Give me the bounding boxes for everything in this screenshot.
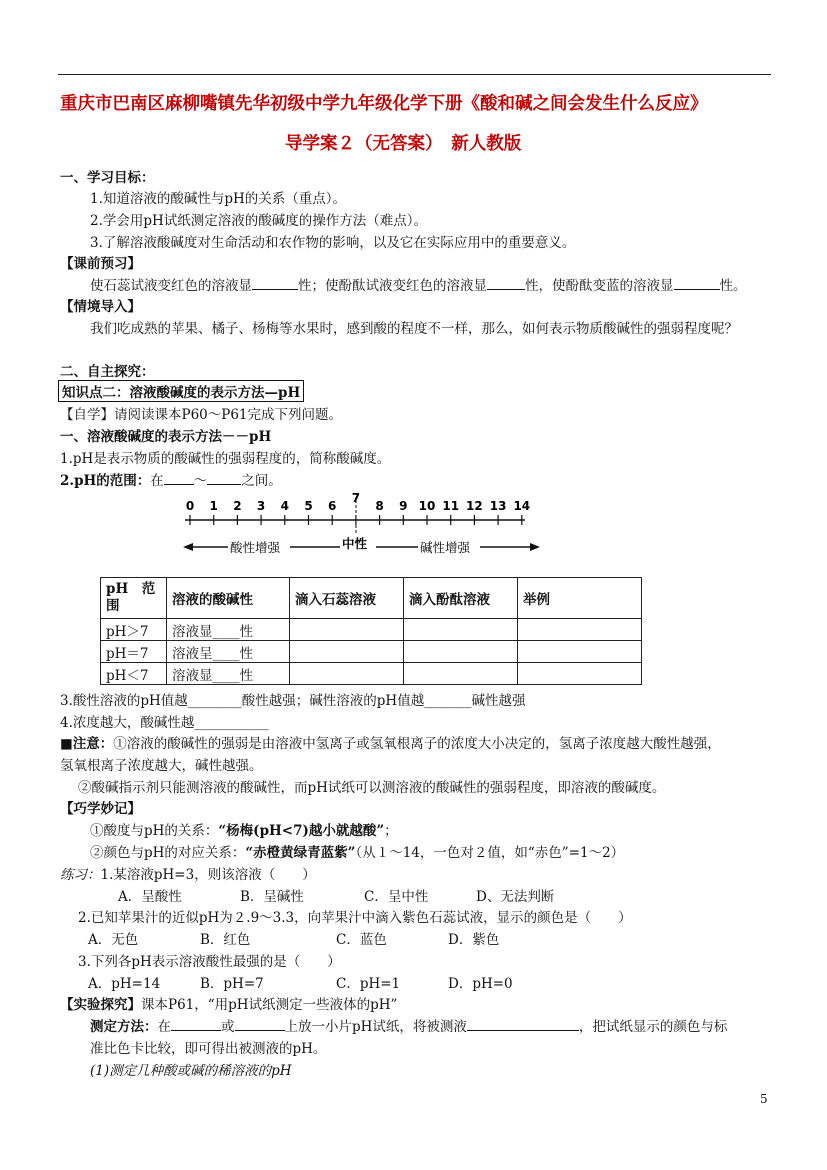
knowledge-point-box: 知识点二：溶液酸碱度的表示方法—pH [58, 380, 304, 402]
table-cell[interactable] [518, 619, 642, 641]
table-cell[interactable] [290, 663, 404, 685]
p2-option[interactable]: B．红色 [200, 932, 251, 948]
ph-tick-label: 9 [399, 499, 408, 513]
top-rule [58, 74, 771, 75]
blank[interactable] [171, 1018, 221, 1031]
table-header-row [101, 578, 642, 619]
q2-text: 在 [150, 473, 164, 489]
p3-option[interactable]: B．pH=7 [200, 976, 264, 992]
q2-tilde: ～ [193, 473, 208, 489]
ph-tick-label: 13 [489, 499, 507, 513]
table-cell: pH＜7 [101, 663, 167, 685]
intro-heading: 【情境导入】 [60, 299, 141, 315]
q2-label: 2.pH的范围： [60, 473, 151, 489]
section-goals-heading: 一、学习目标： [60, 170, 155, 186]
ph-tick-label: 8 [375, 499, 384, 513]
experiment-line [60, 993, 397, 1013]
note-2: ②酸碱指示剂只能测溶液的酸碱性，而pH试纸可以测溶液的酸碱性的强弱程度，即溶液的酸碱度。 [78, 780, 666, 796]
table-row [101, 641, 642, 663]
memory-1 [90, 819, 398, 839]
mem2-phrase: “赤橙黄绿青蓝紫” [245, 845, 356, 861]
mem2-end: （从１～14，一色对２值，如“赤色”=1～2） [355, 845, 625, 861]
blank[interactable] [467, 1018, 579, 1031]
p1-option[interactable]: B．呈碱性 [240, 889, 304, 905]
ph-table [100, 577, 642, 685]
ph-scale-diagram [180, 490, 550, 575]
blank[interactable] [207, 472, 241, 485]
preview-part-3: 性，使酚酞变蓝的溶液显 [525, 278, 674, 294]
table-cell[interactable] [518, 641, 642, 663]
blank[interactable] [674, 277, 720, 290]
table-cell[interactable] [404, 663, 518, 685]
note-1b: 氢氧根离子浓度越大，碱性越强。 [60, 758, 263, 774]
table-cell[interactable] [518, 663, 642, 685]
question-2 [60, 469, 282, 489]
ph-tick-label: 12 [466, 499, 483, 513]
self-study: 【自学】请阅读课本P60～P61完成下列问题。 [60, 407, 343, 423]
p1-option[interactable]: D、无法判断 [476, 889, 555, 905]
experiment-text: 课本P61，“用pH试纸测定一些液体的pH” [141, 997, 398, 1013]
p2-option[interactable]: A．无色 [88, 932, 139, 948]
acid-label: 酸性增强 [230, 540, 281, 555]
table-row [101, 663, 642, 685]
note-1 [60, 732, 721, 752]
method-text-1: 在 [157, 1019, 171, 1035]
preview-heading: 【课前预习】 [60, 256, 141, 272]
preview-part-2: 性；使酚酞试液变红色的溶液显 [298, 278, 487, 294]
table-cell[interactable] [290, 641, 404, 663]
p3-option[interactable]: D．pH=0 [448, 976, 513, 992]
left-arrowhead [183, 543, 193, 551]
table-header: 溶液的酸碱性 [167, 578, 290, 619]
memory-2 [90, 841, 624, 861]
ph-tick-label: 14 [513, 499, 531, 513]
table-header: pH 范围 [101, 578, 167, 619]
ph-tick-label: 6 [328, 499, 337, 513]
base-label: 碱性增强 [420, 540, 471, 555]
practice-label: 练习： [60, 867, 101, 883]
method-label: 测定方法： [90, 1019, 158, 1035]
table-header: 滴入酚酞溶液 [404, 578, 518, 619]
table-cell[interactable] [404, 619, 518, 641]
p1-option[interactable]: A．呈酸性 [118, 889, 182, 905]
page-number: 5 [760, 1092, 768, 1106]
mem1-phrase: “杨梅(pH<7)越小就越酸” [218, 823, 385, 839]
ph-tick-label: 7 [351, 491, 361, 505]
mem2-text: ②颜色与pH的对应关系： [90, 845, 246, 861]
table-header: 滴入石蕊溶液 [290, 578, 404, 619]
preview-part-1: 使石蕊试液变红色的溶液显 [90, 278, 252, 294]
ph-tick-label: 11 [442, 499, 460, 513]
practice-1 [60, 863, 316, 883]
p3-option[interactable]: C．pH=1 [336, 976, 401, 992]
ph-tick-label: 0 [185, 499, 195, 513]
subheading-ph: 一、溶液酸碱度的表示方法－－pH [60, 429, 272, 445]
intro-text: 我们吃成熟的苹果、橘子、杨梅等水果时，感到酸的程度不一样，那么，如何表示物质酸碱性的强弱程度呢？ [90, 321, 738, 337]
table-cell: 溶液显____性 [167, 619, 290, 641]
blank[interactable] [252, 277, 298, 290]
p2-option[interactable]: D．紫色 [448, 932, 500, 948]
ph-tick-label: 3 [256, 499, 266, 513]
section-explore-heading: 二、自主探究： [60, 364, 155, 380]
table-row [101, 619, 642, 641]
method-line [90, 1015, 727, 1035]
ph-tick-label: 2 [233, 499, 242, 513]
mem1-text: ①酸度与pH的关系： [90, 823, 219, 839]
blank[interactable] [235, 1018, 285, 1031]
question-4: 4.浓度越大，酸碱性越___________ [60, 715, 269, 731]
practice-3: 3.下列各pH表示溶液酸性最强的是（ ） [78, 954, 341, 970]
question-3: 3.酸性溶液的pH值越________酸性越强；碱性溶液的pH值越_______碱性越强 [60, 693, 526, 709]
table-cell: pH＝7 [101, 641, 167, 663]
ph-tick-label: 10 [418, 499, 436, 513]
question-1: 1.pH是表示物质的酸碱性的强弱程度的，简称酸碱度。 [60, 451, 391, 467]
experiment-heading: 【实验探究】 [60, 997, 141, 1013]
experiment-subitem: (1)测定几种酸或碱的稀溶液的pH [90, 1063, 292, 1079]
q2-end: 之间。 [241, 473, 282, 489]
ph-tick-label: 5 [304, 499, 313, 513]
title-line-2: 导学案２（无答案） 新人教版 [285, 134, 522, 154]
blank[interactable] [164, 472, 194, 485]
ph-tick-label: 1 [209, 499, 218, 513]
memory-heading: 【巧学妙记】 [60, 801, 141, 817]
table-header: 举例 [518, 578, 642, 619]
method-text-3: 上放一小片pH试纸，将被测液 [284, 1019, 467, 1035]
practice-1-text: 1.某溶液pH=3，则该溶液（ ） [100, 867, 316, 883]
table-cell[interactable] [404, 641, 518, 663]
practice-2: 2.已知苹果汁的近似pH为２.9～3.3，向苹果汁中滴入紫色石蕊试液，显示的颜色是（ ） [78, 910, 632, 926]
goal-2: 2.学会用pH试纸测定溶液的酸碱度的操作方法（难点）。 [90, 213, 428, 229]
goal-3: 3.了解溶液酸碱度对生命活动和农作物的影响，以及它在实际应用中的重要意义。 [90, 235, 576, 251]
method-line-2: 准比色卡比较，即可得出被测液的pH。 [90, 1041, 327, 1057]
table-cell: 溶液显____性 [167, 663, 290, 685]
blank[interactable] [487, 277, 525, 290]
table-cell: pH＞7 [101, 619, 167, 641]
preview-part-4: 性。 [719, 278, 747, 294]
p1-option[interactable]: C．呈中性 [364, 889, 429, 905]
preview-text [90, 274, 747, 294]
method-text-2: 或 [221, 1019, 235, 1035]
ph-tick-label: 4 [280, 499, 289, 513]
goal-1: 1.知道溶液的酸碱性与pH的关系（重点）。 [90, 191, 347, 207]
method-text-4: ，把试纸显示的颜色与标 [578, 1019, 728, 1035]
table-cell[interactable] [290, 619, 404, 641]
p3-option[interactable]: A．pH=14 [88, 976, 161, 992]
note-text-1: ①溶液的酸碱性的强弱是由溶液中氢离子或氢氧根离子的浓度大小决定的，氢离子浓度越大酸性越强， [113, 736, 721, 752]
p2-option[interactable]: C．蓝色 [336, 932, 387, 948]
neutral-label: 中性 [342, 536, 368, 551]
mem1-end: ； [384, 823, 398, 839]
note-label: ■注意： [60, 736, 114, 752]
table-cell: 溶液呈____性 [167, 641, 290, 663]
right-arrowhead [530, 543, 540, 551]
title-line-1: 重庆市巴南区麻柳嘴镇先华初级中学九年级化学下册《酸和碱之间会发生什么反应》 [60, 94, 708, 114]
